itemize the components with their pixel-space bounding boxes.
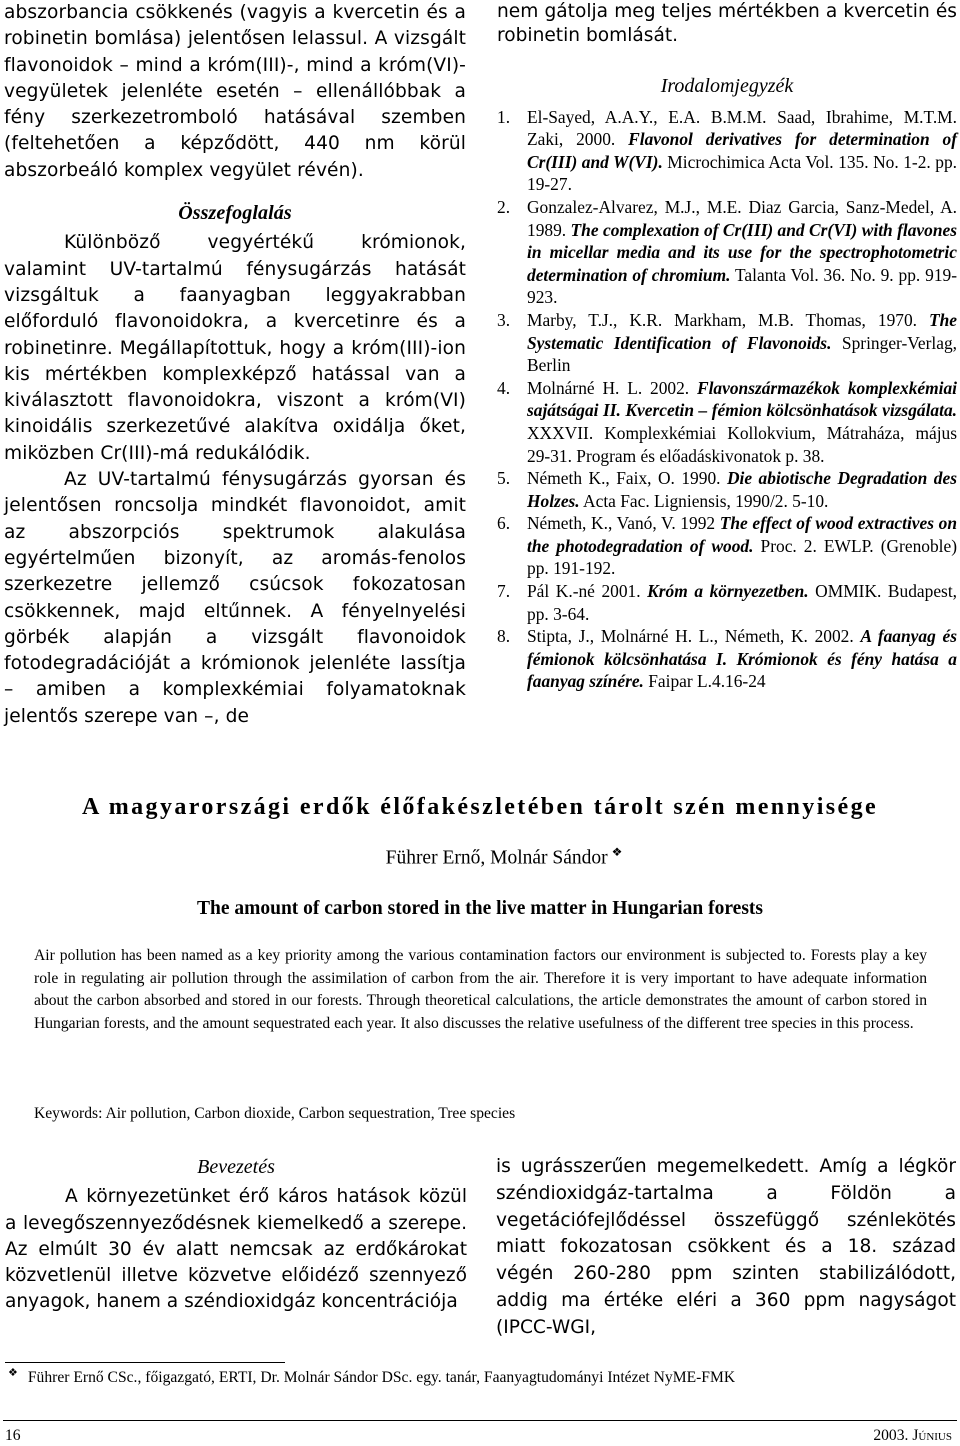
body-paragraph: abszorbancia csökkenés (vagyis a kvercetin és a robinetin bomlása) jelentősen lelassul. A vizsgált flavonoidok – mind a króm(III)-, mind a króm(VI)-vegyületek jelenléte esetén – ellenállóbbak a fény szerkezetromboló hatásával szemben (feltehetően a képződött, 440 nm körül abszorbeáló komplex vegyület révén). <box>4 2 466 181</box>
reference-number: 8. <box>497 626 511 647</box>
article-authors <box>0 845 960 870</box>
reference-authors: Gonzalez-Alvarez, M.J., M.E. Diaz Garcia, Sanz-Medel, A. 1989. <box>527 196 957 240</box>
body-paragraph: A környezetünket érő káros hatások közül a levegőszennyeződésnek kiemelkedő a szerepe. Az elmúlt 30 év alatt nemcsak az erdőkárokat közvetlenül illetve közvetve előidéző szennyező anyagok, hanem a széndioxidgáz koncentrációja <box>5 1186 467 1313</box>
body-paragraph: Különböző vegyértékű krómionok, valamint UV-tartalmú fénysugárzás hatását vizsgáltuk a faanyagban leggyakrabban előforduló flavonoidokra, a kvercetinre és a robinetinre. Megállapítottuk, hogy a króm(III)-ion kis mértékben komplexképző hatással van a kiválasztott flavonoidokra, viszont a króm(VI) kinoidális szerkezetűvé alakítva oxidálja őket, miközben Cr(III)-má redukálódik. <box>4 232 466 464</box>
reference-item <box>497 467 957 512</box>
reference-authors: Molnárné H. L. 2002. <box>527 377 697 398</box>
right-column-bottom <box>496 1154 956 1342</box>
reference-title: Flavonszármazékok komplexkémiai sajátságai II. Kvercetin – fémion kölcsönhatások vizsgálata. <box>527 377 957 421</box>
reference-title: A faanyag és fémionok kölcsönhatása I. Krómionok és fény hatása a faanyag színére. <box>527 626 957 692</box>
page-number: 16 <box>5 1427 21 1444</box>
reference-number: 2. <box>497 196 511 217</box>
reference-item <box>497 512 957 580</box>
reference-number: 6. <box>497 513 511 534</box>
reference-number: 3. <box>497 309 511 330</box>
footer-divider <box>3 1420 957 1421</box>
reference-source: Talanta Vol. 36. No. 9. pp. 919-923. <box>527 264 957 308</box>
footnote-marker-icon: ❖ <box>8 1367 18 1379</box>
abstract: Air pollution has been named as a key priority among the various contamination factors our environment is subjected to. Forests play a key role in regulating air pollution through the assimilation of carbon from the air. Therefore it is very important to have adequate information about the carbon absorbed and stored in our forests. Through theoretical calculations, the article demonstrates the amount of carbon stored in Hungarian forests, and the amount sequestrated each year. It also discusses the relative usefulness of the different tree species in this process. <box>34 947 927 1033</box>
reference-authors: Marby, T.J., K.R. Markham, M.B. Thomas, 1970. <box>527 309 929 330</box>
authors-text: Führer Ernő, Molnár Sándor <box>385 847 608 869</box>
reference-title: The effect of wood extractives on the photodegradation of wood. <box>527 513 958 556</box>
footnote-divider <box>5 1362 285 1363</box>
issue-month: Június <box>912 1427 952 1444</box>
reference-title: The complexation of Cr(III) and Cr(VI) with flavones in micellar media and its use for the spectrophotometric determination of chromium. <box>527 219 957 285</box>
left-column-bottom <box>5 1154 467 1316</box>
reference-title: Króm a környezetben. <box>647 581 809 602</box>
reference-title: The Systematic Identification of Flavonoids. <box>527 309 957 353</box>
reference-number: 7. <box>497 581 511 602</box>
reference-title: Die abiotische Degradation des Holzes. <box>527 468 957 511</box>
reference-authors: Pál K.-né 2001. <box>527 581 648 602</box>
reference-item <box>497 196 957 309</box>
reference-source: OMMIK. Budapest, pp. 3-64. <box>527 581 957 624</box>
right-column-top <box>497 0 957 693</box>
section-title-references: Irodalomjegyzék <box>660 75 794 97</box>
reference-source: Proc. 2. EWLP. (Grenoble) pp. 191-192. <box>527 535 957 579</box>
reference-source: XXXVII. Komplexkémiai Kollokvium, Mátraháza, május 29-31. Program és előadáskivonatok p. 38. <box>527 422 957 466</box>
reference-authors: Németh, K., Vanó, V. 1992 <box>527 513 720 534</box>
section-title-summary: Összefoglalás <box>178 202 292 225</box>
reference-source: Springer-Verlag, Berlin <box>527 332 958 376</box>
reference-authors: Stipta, J., Molnárné H. L., Németh, K. 2002. <box>527 626 861 647</box>
reference-source: Faipar L.4.16-24 <box>643 671 766 692</box>
reference-item <box>497 377 957 467</box>
reference-number: 4. <box>497 377 511 398</box>
reference-title: Flavonol derivatives for determination of Cr(III) and W(VI). <box>527 129 957 172</box>
reference-list <box>497 106 957 693</box>
reference-number: 5. <box>497 468 511 489</box>
reference-source: Acta Fac. Ligniensis, 1990/2. 5-10. <box>579 490 829 511</box>
left-column-top <box>4 0 466 730</box>
footnote <box>8 1366 735 1387</box>
reference-authors: Németh K., Faix, O. 1990. <box>527 468 727 489</box>
footnote-text: Führer Ernő CSc., főigazgató, ERTI, Dr. Molnár Sándor DSc. egy. tanár, Faanyagtudományi Intézet NyME-FMK <box>27 1369 736 1387</box>
reference-item <box>497 625 957 693</box>
body-paragraph: nem gátolja meg teljes mértékben a kvercetin és robinetin bomlását. <box>497 1 957 46</box>
reference-number: 1. <box>497 106 511 127</box>
keywords: Keywords: Air pollution, Carbon dioxide, Carbon sequestration, Tree species <box>34 1105 516 1122</box>
body-paragraph: Az UV-tartalmú fénysugárzás gyorsan és jelentősen roncsolja mindkét flavonoidot, amit az abszorpciós spektrumok alakulása egyértelműen bizonyít, az aromás-fenolos szerkezetre jellemző csúcsok fokozatosan csökkennek, majd eltűnnek. A fényelnyelési görbék alapján a vizsgált flavonoidok fotodegradációját a krómionok jelenléte lassítja – amiben a komplexkémiai folyamatoknak jelentős szerepe van –, de <box>4 469 466 727</box>
article-title: A magyarországi erdők élőfakészletében tárolt szén mennyisége <box>81 794 879 820</box>
issue-year: 2003. <box>873 1427 909 1444</box>
reference-item <box>497 580 957 625</box>
section-title-introduction: Bevezetés <box>197 1156 275 1178</box>
footnote-marker-icon: ❖ <box>611 845 623 859</box>
issue-date <box>873 1427 952 1445</box>
english-title: The amount of carbon stored in the live matter in Hungarian forests <box>196 898 764 919</box>
reference-authors: El-Sayed, A.A.Y., E.A. B.M.M. Saad, Ibrahime, M.T.M. Zaki, 2000. <box>527 106 957 150</box>
reference-item <box>497 309 957 377</box>
reference-item <box>497 106 957 196</box>
reference-source: Microchimica Acta Vol. 135. No. 1-2. pp. 19-27. <box>527 151 957 195</box>
body-paragraph: is ugrásszerűen megemelkedett. Amíg a légkör széndioxidgáz-tartalma a Földön a vegetációfejlődéssel összefüggő szénlekötés miatt fokozatosan csökkent és a 18. század végén 260-280 ppm szinten stabilizálódott, addig ma értéke eléri a 360 ppm nagyságot (IPCC-WGI, <box>496 1156 956 1338</box>
